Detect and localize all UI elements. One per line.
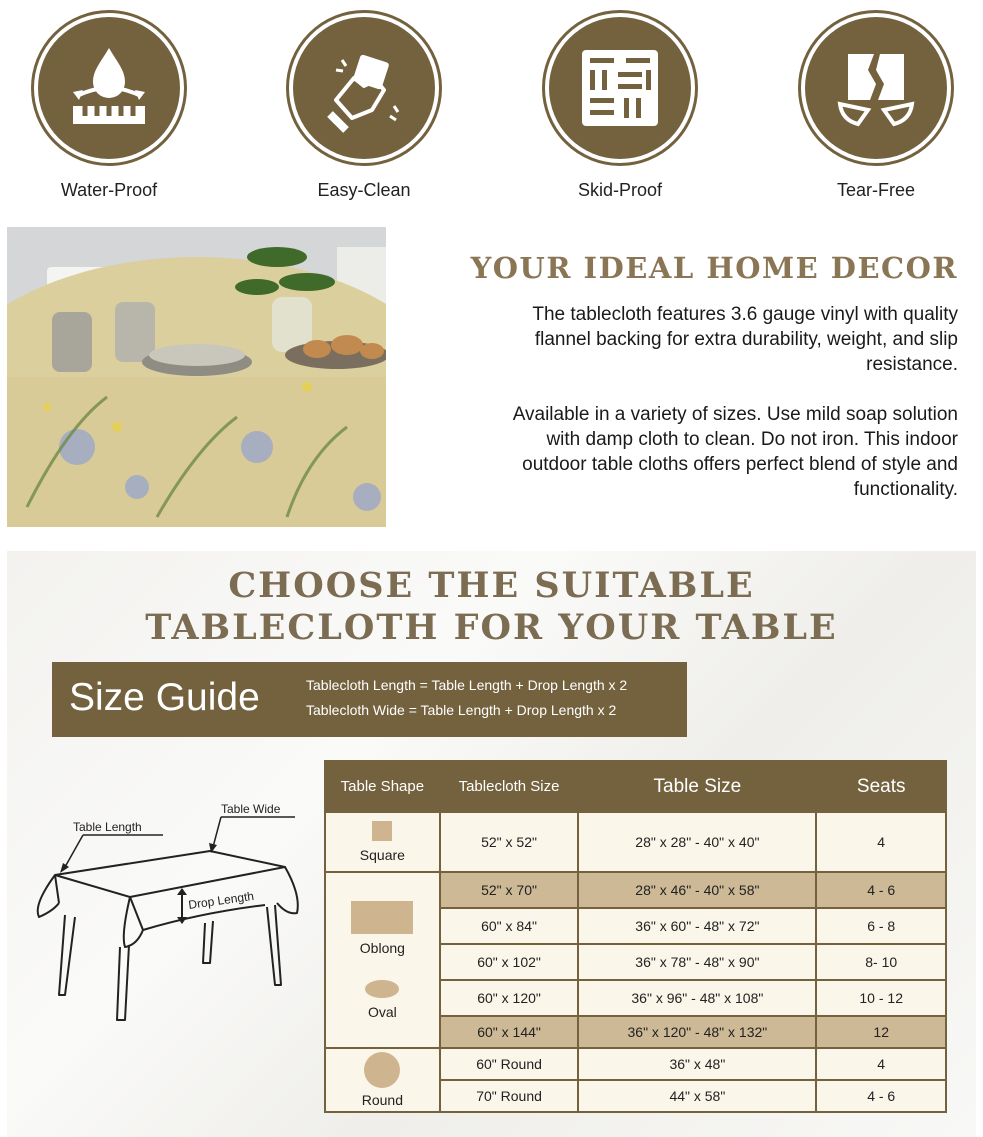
seats-cell: 8- 10 bbox=[816, 944, 946, 980]
choose-heading-line-2: TABLECLOTH FOR YOUR TABLE bbox=[145, 607, 838, 648]
decor-title: YOUR IDEAL HOME DECOR bbox=[470, 251, 958, 285]
table-header-row bbox=[325, 761, 946, 812]
header-seats: Seats bbox=[816, 761, 946, 812]
table-dimension-diagram bbox=[25, 795, 315, 1030]
seats-cell: 4 - 6 bbox=[816, 1080, 946, 1112]
table-size-cell: 36" x 96" - 48" x 108" bbox=[578, 980, 816, 1016]
hand-wipe-icon bbox=[316, 40, 412, 136]
oval-shape-icon bbox=[365, 980, 399, 998]
product-photo bbox=[7, 227, 386, 527]
shape-label-round: Round bbox=[361, 1092, 403, 1108]
feature-water-proof bbox=[9, 10, 209, 201]
feature-label: Easy-Clean bbox=[317, 180, 411, 200]
table-size-cell: 28" x 28" - 40" x 40" bbox=[578, 812, 816, 872]
label-drop-length: Drop Length bbox=[187, 888, 255, 912]
table-size-cell: 36" x 78" - 48" x 90" bbox=[578, 944, 816, 980]
round-shape-icon bbox=[364, 1052, 400, 1088]
cloth-size-cell: 70" Round bbox=[440, 1080, 579, 1112]
header-tablecloth-size: Tablecloth Size bbox=[440, 761, 579, 812]
feature-easy-clean bbox=[264, 10, 464, 201]
table-size-cell: 36" x 48" bbox=[578, 1048, 816, 1080]
formula-wide: Tablecloth Wide = Table Length + Drop Length x 2 bbox=[306, 702, 617, 718]
oblong-shape-icon bbox=[351, 901, 413, 934]
decor-paragraph-1: The tablecloth features 3.6 gauge vinyl with quality flannel backing for extra durability, weight, and slip resistance. bbox=[532, 304, 958, 375]
feature-label: Water-Proof bbox=[60, 180, 158, 200]
feature-label: Skid-Proof bbox=[577, 180, 663, 200]
cloth-size-cell: 60" x 144" bbox=[440, 1016, 579, 1048]
seats-cell: 4 bbox=[816, 812, 946, 872]
seats-cell: 12 bbox=[816, 1016, 946, 1048]
cloth-size-cell: 60" x 84" bbox=[440, 908, 579, 944]
choose-heading-line-1: CHOOSE THE SUITABLE bbox=[228, 565, 755, 606]
feature-skid-proof bbox=[520, 10, 720, 201]
header-table-shape: Table Shape bbox=[325, 761, 440, 812]
header-table-size: Table Size bbox=[578, 761, 816, 812]
table-row bbox=[325, 872, 946, 908]
cloth-size-cell: 60" Round bbox=[440, 1048, 579, 1080]
cloth-size-cell: 60" x 102" bbox=[440, 944, 579, 980]
size-guide-title: Size Guide bbox=[69, 676, 260, 719]
shape-label-square: Square bbox=[359, 847, 405, 863]
water-drop-icon bbox=[61, 40, 157, 136]
shape-round-cell bbox=[325, 1048, 440, 1112]
seats-cell: 4 - 6 bbox=[816, 872, 946, 908]
table-size-cell: 44" x 58" bbox=[578, 1080, 816, 1112]
seats-cell: 6 - 8 bbox=[816, 908, 946, 944]
table-row bbox=[325, 1048, 946, 1080]
cloth-size-cell: 60" x 120" bbox=[440, 980, 579, 1016]
shape-square-cell bbox=[325, 812, 440, 872]
size-guide-banner bbox=[52, 662, 687, 737]
tear-hands-icon bbox=[828, 40, 924, 136]
table-row bbox=[325, 812, 946, 872]
label-table-wide: Table Wide bbox=[221, 802, 281, 816]
size-table bbox=[324, 760, 947, 1113]
cloth-size-cell: 52" x 52" bbox=[440, 812, 579, 872]
square-shape-icon bbox=[372, 821, 392, 841]
decor-paragraph-2: Available in a variety of sizes. Use mild soap solution with damp cloth to clean. Do not iron. This indoor outdoor table cloths offers perfect blend of style and functionality. bbox=[512, 404, 958, 500]
shape-label-oval: Oval bbox=[367, 1003, 397, 1020]
table-size-cell: 36" x 120" - 48" x 132" bbox=[578, 1016, 816, 1048]
shape-label-oblong: Oblong bbox=[359, 939, 405, 956]
cloth-size-cell: 52" x 70" bbox=[440, 872, 579, 908]
grid-pattern-icon bbox=[574, 42, 666, 134]
feature-tear-free bbox=[776, 10, 976, 201]
shape-oblong-oval-cell bbox=[325, 872, 440, 1048]
table-size-cell: 28" x 46" - 40" x 58" bbox=[578, 872, 816, 908]
formula-length: Tablecloth Length = Table Length + Drop Length x 2 bbox=[306, 677, 628, 693]
seats-cell: 4 bbox=[816, 1048, 946, 1080]
table-size-cell: 36" x 60" - 48" x 72" bbox=[578, 908, 816, 944]
feature-label: Tear-Free bbox=[836, 180, 916, 200]
label-table-length: Table Length bbox=[73, 820, 142, 834]
seats-cell: 10 - 12 bbox=[816, 980, 946, 1016]
